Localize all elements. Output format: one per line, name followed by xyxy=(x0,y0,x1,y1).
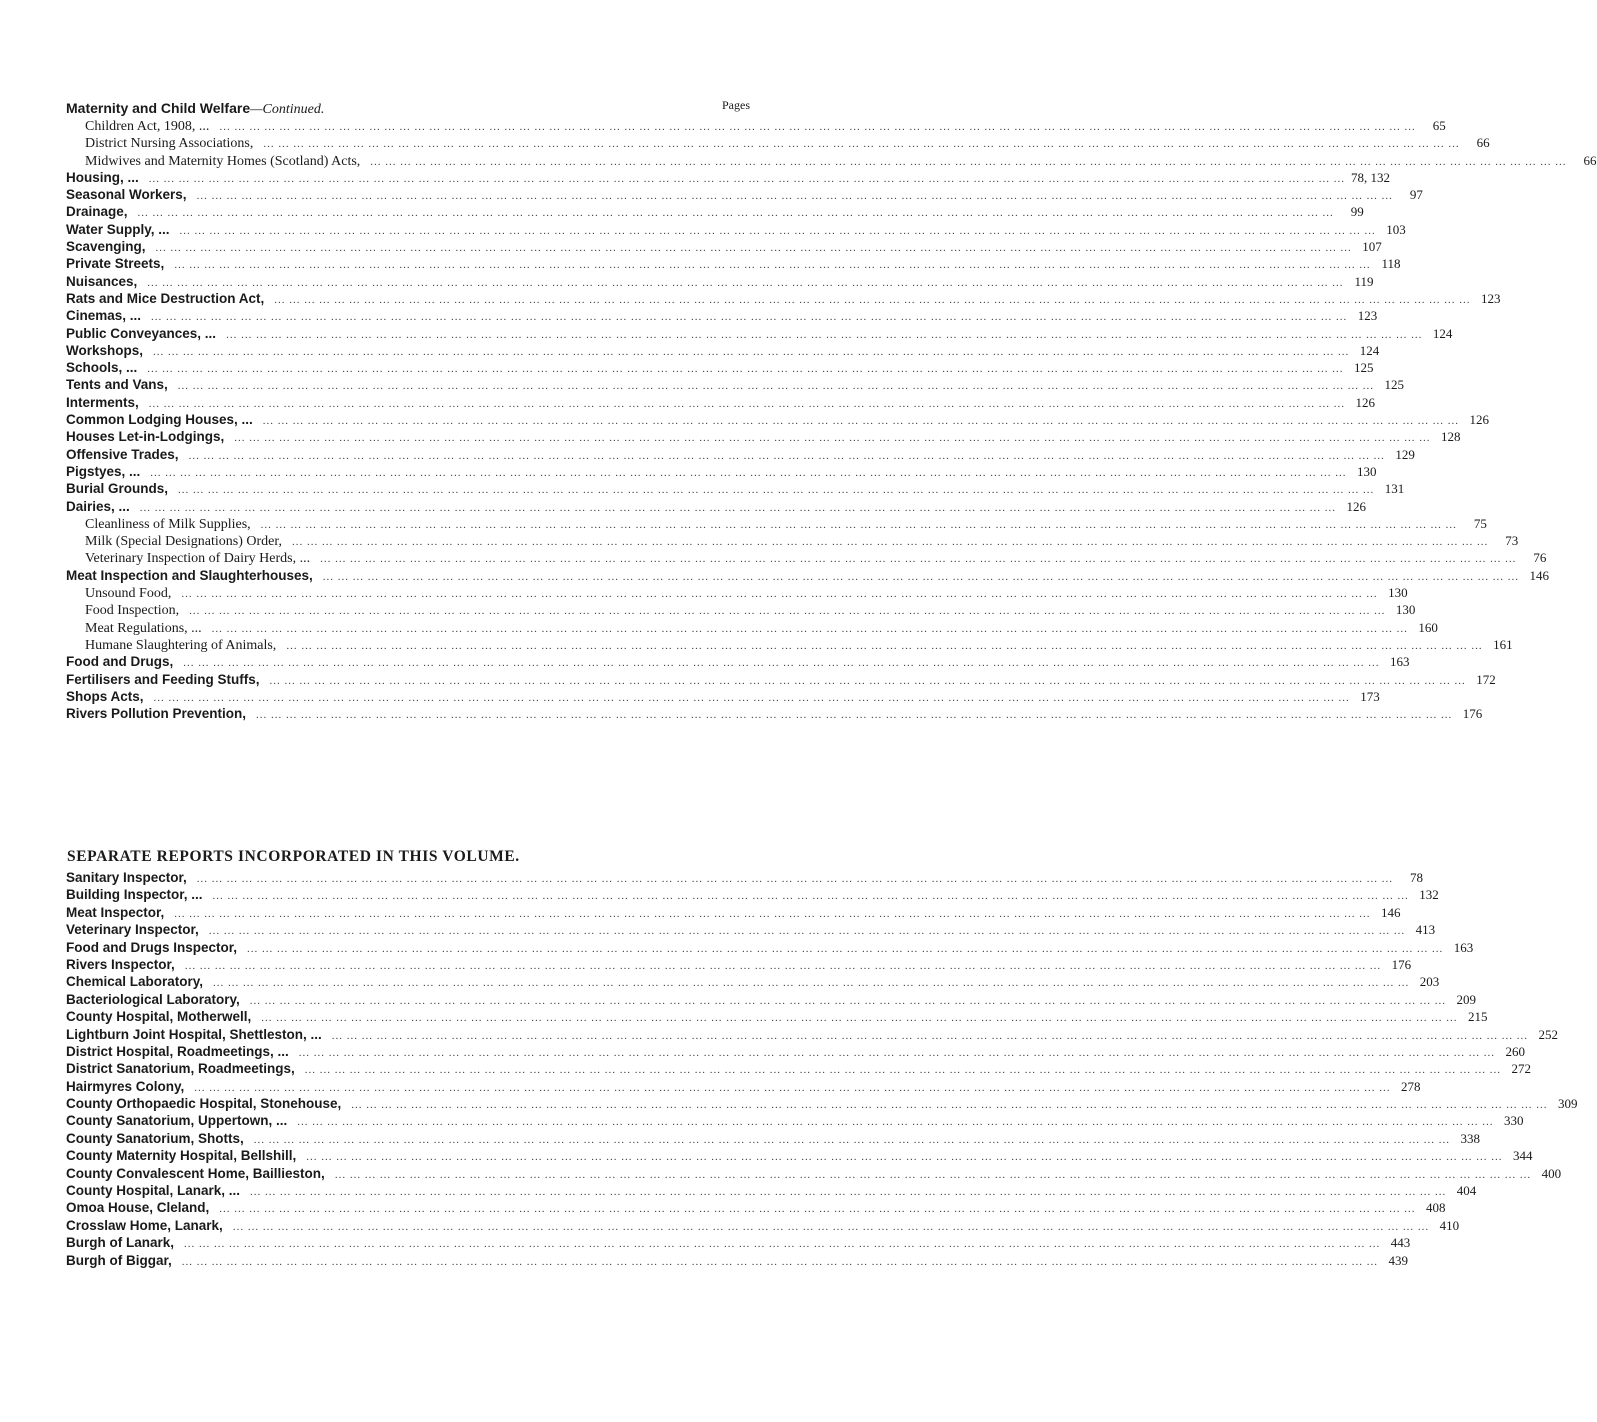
dot-leader: ... ... ... ... ... ... ... ... ... ... ... ... ... ... ... ... ... ... ... ... ... ... ... ... ... ... ... ... ... ... ... ... ... ... ... ... ... ... ... ... ... ... ... ... ... ... ... ... ... ... ... ... ... ... ... ... ... ... ... ... ... ... ... ... ... ... ... ... ... ... ... ... ... ... ... ... ... ... ... ... xyxy=(208,925,1406,938)
entry-label: Burgh of Lanark, xyxy=(66,1235,175,1251)
dot-leader: ... ... ... ... ... ... ... ... ... ... ... ... ... ... ... ... ... ... ... ... ... ... ... ... ... ... ... ... ... ... ... ... ... ... ... ... ... ... ... ... ... ... ... ... ... ... ... ... ... ... ... ... ... ... ... ... ... ... ... ... ... ... ... ... ... ... ... ... ... ... ... ... ... ... ... ... ... ... ... ... xyxy=(184,1238,1381,1251)
entry-page-number: 209 xyxy=(1456,991,1477,1007)
entry-page-number: 123 xyxy=(1357,308,1378,324)
entry-page-number: 97 xyxy=(1409,187,1423,203)
dot-leader: ... ... ... ... ... ... ... ... ... ... ... ... ... ... ... ... ... ... ... ... ... ... ... ... ... ... ... ... ... ... ... ... ... ... ... ... ... ... ... ... ... ... ... ... ... ... ... ... ... ... ... ... ... ... ... ... ... ... ... ... ... ... ... ... ... ... ... ... ... ... ... ... ... ... ... ... ... ... ... ... xyxy=(334,1168,1532,1181)
dot-leader: ... ... ... ... ... ... ... ... ... ... ... ... ... ... ... ... ... ... ... ... ... ... ... ... ... ... ... ... ... ... ... ... ... ... ... ... ... ... ... ... ... ... ... ... ... ... ... ... ... ... ... ... ... ... ... ... ... ... ... ... ... ... ... ... ... ... ... ... ... ... ... ... ... ... ... ... ... ... ... ... xyxy=(194,1081,1391,1094)
entry-page-number: 163 xyxy=(1390,654,1410,670)
index-entry xyxy=(66,939,1474,956)
index-entry xyxy=(66,203,1364,220)
dot-leader: ... ... ... ... ... ... ... ... ... ... ... ... ... ... ... ... ... ... ... ... ... ... ... ... ... ... ... ... ... ... ... ... ... ... ... ... ... ... ... ... ... ... ... ... ... ... ... ... ... ... ... ... ... ... ... ... ... ... ... ... ... ... ... ... ... ... ... ... ... ... ... ... ... ... ... ... ... ... ... ... xyxy=(226,328,1423,341)
entry-label: Schools, ... xyxy=(66,360,138,376)
entry-label: County Hospital, Motherwell, xyxy=(66,1009,252,1025)
entry-page-number: 176 xyxy=(1462,706,1483,722)
index-entry xyxy=(66,869,1424,886)
entry-label: Workshops, xyxy=(66,342,144,358)
dot-leader: ... ... ... ... ... ... ... ... ... ... ... ... ... ... ... ... ... ... ... ... ... ... ... ... ... ... ... ... ... ... ... ... ... ... ... ... ... ... ... ... ... ... ... ... ... ... ... ... ... ... ... ... ... ... ... ... ... ... ... ... ... ... ... ... ... ... ... ... ... ... ... ... ... ... ... ... ... ... ... ... xyxy=(184,959,1382,972)
dot-leader: ... ... ... ... ... ... ... ... ... ... ... ... ... ... ... ... ... ... ... ... ... ... ... ... ... ... ... ... ... ... ... ... ... ... ... ... ... ... ... ... ... ... ... ... ... ... ... ... ... ... ... ... ... ... ... ... ... ... ... ... ... ... ... ... ... ... ... ... ... ... ... ... ... ... ... ... ... ... ... ... xyxy=(213,977,1410,990)
entry-label: Milk (Special Designations) Order, xyxy=(85,534,282,550)
index-entry xyxy=(66,1112,1524,1129)
dot-leader: ... ... ... ... ... ... ... ... ... ... ... ... ... ... ... ... ... ... ... ... ... ... ... ... ... ... ... ... ... ... ... ... ... ... ... ... ... ... ... ... ... ... ... ... ... ... ... ... ... ... ... ... ... ... ... ... ... ... ... ... ... ... ... ... ... ... ... ... ... ... ... ... ... ... ... ... ... ... ... ... xyxy=(250,1186,1447,1199)
dot-leader: ... ... ... ... ... ... ... ... ... ... ... ... ... ... ... ... ... ... ... ... ... ... ... ... ... ... ... ... ... ... ... ... ... ... ... ... ... ... ... ... ... ... ... ... ... ... ... ... ... ... ... ... ... ... ... ... ... ... ... ... ... ... ... ... ... ... ... ... ... ... ... ... ... ... ... ... ... ... ... ... xyxy=(196,190,1393,203)
index-entry xyxy=(66,1026,1558,1043)
dot-leader: ... ... ... ... ... ... ... ... ... ... ... ... ... ... ... ... ... ... ... ... ... ... ... ... ... ... ... ... ... ... ... ... ... ... ... ... ... ... ... ... ... ... ... ... ... ... ... ... ... ... ... ... ... ... ... ... ... ... ... ... ... ... ... ... ... ... ... ... ... ... ... ... ... ... ... ... ... ... ... ... xyxy=(234,432,1431,445)
entry-page-number: 161 xyxy=(1493,636,1513,652)
dot-leader: ... ... ... ... ... ... ... ... ... ... ... ... ... ... ... ... ... ... ... ... ... ... ... ... ... ... ... ... ... ... ... ... ... ... ... ... ... ... ... ... ... ... ... ... ... ... ... ... ... ... ... ... ... ... ... ... ... ... ... ... ... ... ... ... ... ... ... ... ... ... ... ... ... ... ... ... ... ... ... ... xyxy=(286,639,1483,652)
entry-page-number: 272 xyxy=(1511,1061,1532,1077)
entry-page-number: 130 xyxy=(1357,463,1377,479)
index-entry xyxy=(66,636,1513,653)
dot-leader: ... ... ... ... ... ... ... ... ... ... ... ... ... ... ... ... ... ... ... ... ... ... ... ... ... ... ... ... ... ... ... ... ... ... ... ... ... ... ... ... ... ... ... ... ... ... ... ... ... ... ... ... ... ... ... ... ... ... ... ... ... ... ... ... ... ... ... ... ... ... ... ... ... ... ... ... ... ... ... ... xyxy=(306,1151,1503,1164)
entry-page-number: 404 xyxy=(1456,1183,1477,1199)
index-entry xyxy=(66,567,1550,584)
entry-label: County Maternity Hospital, Bellshill, xyxy=(66,1148,297,1164)
entry-label: Burgh of Biggar, xyxy=(66,1252,172,1268)
entry-label: Meat Regulations, ... xyxy=(85,620,202,636)
index-entry xyxy=(66,1217,1460,1234)
entry-label: Water Supply, ... xyxy=(66,221,170,237)
entry-page-number: 119 xyxy=(1354,273,1374,289)
dot-leader: ... ... ... ... ... ... ... ... ... ... ... ... ... ... ... ... ... ... ... ... ... ... ... ... ... ... ... ... ... ... ... ... ... ... ... ... ... ... ... ... ... ... ... ... ... ... ... ... ... ... ... ... ... ... ... ... ... ... ... ... ... ... ... ... ... ... ... ... ... ... ... ... ... ... ... ... ... ... ... ... xyxy=(260,518,1457,531)
entry-label: Children Act, 1908, ... xyxy=(85,119,210,134)
entry-label: County Convalescent Home, Baillieston, xyxy=(66,1165,325,1181)
entry-page-number: 131 xyxy=(1384,481,1405,497)
entry-label: Humane Slaughtering of Animals, xyxy=(85,637,277,653)
dot-leader: ... ... ... ... ... ... ... ... ... ... ... ... ... ... ... ... ... ... ... ... ... ... ... ... ... ... ... ... ... ... ... ... ... ... ... ... ... ... ... ... ... ... ... ... ... ... ... ... ... ... ... ... ... ... ... ... ... ... ... ... ... ... ... ... ... ... ... ... ... ... ... ... ... ... ... ... ... ... ... ... xyxy=(179,224,1376,237)
dot-leader: ... ... ... ... ... ... ... ... ... ... ... ... ... ... ... ... ... ... ... ... ... ... ... ... ... ... ... ... ... ... ... ... ... ... ... ... ... ... ... ... ... ... ... ... ... ... ... ... ... ... ... ... ... ... ... ... ... ... ... ... ... ... ... ... ... ... ... ... ... ... ... ... ... ... ... ... ... ... ... ... xyxy=(322,570,1520,583)
dot-leader: ... ... ... ... ... ... ... ... ... ... ... ... ... ... ... ... ... ... ... ... ... ... ... ... ... ... ... ... ... ... ... ... ... ... ... ... ... ... ... ... ... ... ... ... ... ... ... ... ... ... ... ... ... ... ... ... ... ... ... ... ... ... ... ... ... ... ... ... ... ... ... ... ... ... ... ... ... ... ... ... xyxy=(174,259,1371,272)
entry-page-number: 215 xyxy=(1468,1009,1488,1025)
entry-page-number: 130 xyxy=(1395,602,1416,618)
entry-label: Rats and Mice Destruction Act, xyxy=(66,290,265,306)
index-entry xyxy=(66,428,1461,445)
entry-page-number: 252 xyxy=(1538,1026,1558,1042)
reports-list xyxy=(66,869,1578,1269)
dot-leader: ... ... ... ... ... ... ... ... ... ... ... ... ... ... ... ... ... ... ... ... ... ... ... ... ... ... ... ... ... ... ... ... ... ... ... ... ... ... ... ... ... ... ... ... ... ... ... ... ... ... ... ... ... ... ... ... ... ... ... ... ... ... ... ... ... ... ... ... ... ... ... ... ... ... ... ... ... ... ... ... xyxy=(148,397,1346,410)
entry-label: District Nursing Associations, xyxy=(85,136,254,152)
dot-leader: ... ... ... ... ... ... ... ... ... ... ... ... ... ... ... ... ... ... ... ... ... ... ... ... ... ... ... ... ... ... ... ... ... ... ... ... ... ... ... ... ... ... ... ... ... ... ... ... ... ... ... ... ... ... ... ... ... ... ... ... ... ... ... ... ... ... ... ... ... ... ... ... ... ... ... ... ... ... ... ... xyxy=(155,242,1352,255)
index-entry xyxy=(66,134,1490,152)
index-entry xyxy=(66,705,1483,722)
entry-label: Omoa House, Cleland, xyxy=(66,1200,210,1216)
entry-page-number: 400 xyxy=(1541,1165,1562,1181)
pages-column-label: Pages xyxy=(722,98,750,112)
dot-leader: ... ... ... ... ... ... ... ... ... ... ... ... ... ... ... ... ... ... ... ... ... ... ... ... ... ... ... ... ... ... ... ... ... ... ... ... ... ... ... ... ... ... ... ... ... ... ... ... ... ... ... ... ... ... ... ... ... ... ... ... ... ... ... ... ... ... ... ... ... ... ... ... ... ... ... ... ... ... ... ... xyxy=(147,363,1344,376)
index-entry xyxy=(66,290,1501,307)
dot-leader: ... ... ... ... ... ... ... ... ... ... ... ... ... ... ... ... ... ... ... ... ... ... ... ... ... ... ... ... ... ... ... ... ... ... ... ... ... ... ... ... ... ... ... ... ... ... ... ... ... ... ... ... ... ... ... ... ... ... ... ... ... ... ... ... ... ... ... ... ... ... ... ... ... ... ... ... ... ... ... ... xyxy=(137,207,1334,220)
entry-page-number: 76 xyxy=(1533,550,1547,566)
dot-leader: ... ... ... ... ... ... ... ... ... ... ... ... ... ... ... ... ... ... ... ... ... ... ... ... ... ... ... ... ... ... ... ... ... ... ... ... ... ... ... ... ... ... ... ... ... ... ... ... ... ... ... ... ... ... ... ... ... ... ... ... ... ... ... ... ... ... ... ... ... ... ... ... ... ... ... ... ... ... ... ... xyxy=(370,155,1567,168)
entry-label: Bacteriological Laboratory, xyxy=(66,991,240,1007)
index-entry xyxy=(66,532,1519,550)
entry-label: Lightburn Joint Hospital, Shettleston, ... xyxy=(66,1026,322,1042)
index-entry xyxy=(66,601,1416,619)
entry-page-number: 443 xyxy=(1390,1235,1411,1251)
dot-leader: ... ... ... ... ... ... ... ... ... ... ... ... ... ... ... ... ... ... ... ... ... ... ... ... ... ... ... ... ... ... ... ... ... ... ... ... ... ... ... ... ... ... ... ... ... ... ... ... ... ... ... ... ... ... ... ... ... ... ... ... ... ... ... ... ... ... ... ... ... ... ... ... ... ... ... ... ... ... ... ... xyxy=(253,1133,1451,1146)
index-entry xyxy=(66,1252,1408,1269)
entry-label: Veterinary Inspection of Dairy Herds, ... xyxy=(85,551,311,567)
dot-leader: ... ... ... ... ... ... ... ... ... ... ... ... ... ... ... ... ... ... ... ... ... ... ... ... ... ... ... ... ... ... ... ... ... ... ... ... ... ... ... ... ... ... ... ... ... ... ... ... ... ... ... ... ... ... ... ... ... ... ... ... ... ... ... ... ... ... ... ... ... ... ... ... ... ... ... ... ... ... ... ... xyxy=(181,588,1378,601)
dot-leader: ... ... ... ... ... ... ... ... ... ... ... ... ... ... ... ... ... ... ... ... ... ... ... ... ... ... ... ... ... ... ... ... ... ... ... ... ... ... ... ... ... ... ... ... ... ... ... ... ... ... ... ... ... ... ... ... ... ... ... ... ... ... ... ... ... ... ... ... ... ... ... ... ... ... ... ... ... ... ... ... xyxy=(261,1012,1458,1025)
entry-page-number: 338 xyxy=(1460,1130,1481,1146)
entry-label: Unsound Food, xyxy=(85,586,172,602)
section-header xyxy=(66,100,750,117)
dot-leader: ... ... ... ... ... ... ... ... ... ... ... ... ... ... ... ... ... ... ... ... ... ... ... ... ... ... ... ... ... ... ... ... ... ... ... ... ... ... ... ... ... ... ... ... ... ... ... ... ... ... ... ... ... ... ... ... ... ... ... ... ... ... ... ... ... ... ... ... ... ... ... ... ... ... ... ... ... ... ... ... xyxy=(212,890,1409,903)
entry-label: Cinemas, ... xyxy=(66,308,142,324)
dot-leader: ... ... ... ... ... ... ... ... ... ... ... ... ... ... ... ... ... ... ... ... ... ... ... ... ... ... ... ... ... ... ... ... ... ... ... ... ... ... ... ... ... ... ... ... ... ... ... ... ... ... ... ... ... ... ... ... ... ... ... ... ... ... ... ... ... ... ... ... ... ... ... ... ... ... ... ... ... ... ... ... xyxy=(269,674,1466,687)
index-entry xyxy=(66,169,1390,186)
entry-page-number: 203 xyxy=(1419,974,1440,990)
entry-page-number: 75 xyxy=(1473,515,1487,531)
index-entry xyxy=(66,1043,1526,1060)
entry-label: Food Inspection, xyxy=(85,603,180,619)
index-entry xyxy=(66,1234,1411,1251)
entry-label: Pigstyes, ... xyxy=(66,463,141,479)
index-entry xyxy=(66,991,1477,1008)
index-entry xyxy=(66,584,1408,602)
index-entry xyxy=(66,152,1597,169)
index-entry xyxy=(66,238,1382,255)
entry-label: Crosslaw Home, Lanark, xyxy=(66,1217,223,1233)
entry-label: Shops Acts, xyxy=(66,688,144,704)
dot-leader: ... ... ... ... ... ... ... ... ... ... ... ... ... ... ... ... ... ... ... ... ... ... ... ... ... ... ... ... ... ... ... ... ... ... ... ... ... ... ... ... ... ... ... ... ... ... ... ... ... ... ... ... ... ... ... ... ... ... ... ... ... ... ... ... ... ... ... ... ... ... ... ... ... ... ... ... ... ... ... ... xyxy=(249,994,1447,1007)
entry-page-number: 126 xyxy=(1469,412,1489,428)
dot-leader: ... ... ... ... ... ... ... ... ... ... ... ... ... ... ... ... ... ... ... ... ... ... ... ... ... ... ... ... ... ... ... ... ... ... ... ... ... ... ... ... ... ... ... ... ... ... ... ... ... ... ... ... ... ... ... ... ... ... ... ... ... ... ... ... ... ... ... ... ... ... ... ... ... ... ... ... ... ... ... ... xyxy=(219,121,1416,133)
entry-label: County Sanatorium, Uppertown, ... xyxy=(66,1113,288,1129)
index-entry xyxy=(66,1165,1562,1182)
dot-leader: ... ... ... ... ... ... ... ... ... ... ... ... ... ... ... ... ... ... ... ... ... ... ... ... ... ... ... ... ... ... ... ... ... ... ... ... ... ... ... ... ... ... ... ... ... ... ... ... ... ... ... ... ... ... ... ... ... ... ... ... ... ... ... ... ... ... ... ... ... ... ... ... ... ... ... ... ... ... ... ... xyxy=(263,138,1460,151)
continued-label: —Continued. xyxy=(250,102,325,117)
entry-label: Sanitary Inspector, xyxy=(66,870,187,885)
entry-label: Midwives and Maternity Homes (Scotland) Acts, xyxy=(85,153,361,169)
dot-leader: ... ... ... ... ... ... ... ... ... ... ... ... ... ... ... ... ... ... ... ... ... ... ... ... ... ... ... ... ... ... ... ... ... ... ... ... ... ... ... ... ... ... ... ... ... ... ... ... ... ... ... ... ... ... ... ... ... ... ... ... ... ... ... ... ... ... ... ... ... ... ... ... ... ... ... ... ... ... ... ... xyxy=(196,873,1394,885)
entry-label: County Orthopaedic Hospital, Stonehouse, xyxy=(66,1096,342,1112)
index-entry xyxy=(66,359,1374,376)
entry-label: County Hospital, Lanark, ... xyxy=(66,1183,241,1199)
entry-page-number: 78 xyxy=(1410,870,1424,885)
dot-leader: ... ... ... ... ... ... ... ... ... ... ... ... ... ... ... ... ... ... ... ... ... ... ... ... ... ... ... ... ... ... ... ... ... ... ... ... ... ... ... ... ... ... ... ... ... ... ... ... ... ... ... ... ... ... ... ... ... ... ... ... ... ... ... ... ... ... ... ... ... ... ... ... ... ... ... ... ... ... ... ... xyxy=(181,1255,1378,1268)
index-entry xyxy=(66,1147,1533,1164)
entry-label: Fertilisers and Feeding Stuffs, xyxy=(66,671,260,687)
index-entry xyxy=(66,1130,1481,1147)
index-entry xyxy=(66,688,1380,705)
dot-leader: ... ... ... ... ... ... ... ... ... ... ... ... ... ... ... ... ... ... ... ... ... ... ... ... ... ... ... ... ... ... ... ... ... ... ... ... ... ... ... ... ... ... ... ... ... ... ... ... ... ... ... ... ... ... ... ... ... ... ... ... ... ... ... ... ... ... ... ... ... ... ... ... ... ... ... ... ... ... ... ... xyxy=(147,276,1344,289)
contents-list xyxy=(66,117,1597,722)
entry-page-number: 344 xyxy=(1513,1148,1533,1164)
entry-label: Meat Inspection and Slaughterhouses, xyxy=(66,567,313,583)
index-entry xyxy=(66,255,1401,272)
entry-page-number: 125 xyxy=(1354,360,1374,376)
entry-label: Food and Drugs Inspector, xyxy=(66,939,238,955)
entry-page-number: 130 xyxy=(1388,585,1408,601)
index-entry xyxy=(66,221,1406,238)
entry-page-number: 99 xyxy=(1350,204,1364,220)
entry-page-number: 309 xyxy=(1558,1096,1578,1112)
dot-leader: ... ... ... ... ... ... ... ... ... ... ... ... ... ... ... ... ... ... ... ... ... ... ... ... ... ... ... ... ... ... ... ... ... ... ... ... ... ... ... ... ... ... ... ... ... ... ... ... ... ... ... ... ... ... ... ... ... ... ... ... ... ... ... ... ... ... ... ... ... ... ... ... ... ... ... ... ... ... ... ... xyxy=(232,1220,1430,1233)
entry-label: Public Conveyances, ... xyxy=(66,325,217,341)
entry-page-number: 408 xyxy=(1426,1200,1446,1216)
index-entry xyxy=(66,376,1405,393)
entry-page-number: 78, 132 xyxy=(1351,169,1390,185)
entry-label: Drainage, xyxy=(66,204,128,220)
dot-leader: ... ... ... ... ... ... ... ... ... ... ... ... ... ... ... ... ... ... ... ... ... ... ... ... ... ... ... ... ... ... ... ... ... ... ... ... ... ... ... ... ... ... ... ... ... ... ... ... ... ... ... ... ... ... ... ... ... ... ... ... ... ... ... ... ... ... ... ... ... ... ... ... ... ... ... ... ... ... ... ... xyxy=(148,172,1345,185)
dot-leader: ... ... ... ... ... ... ... ... ... ... ... ... ... ... ... ... ... ... ... ... ... ... ... ... ... ... ... ... ... ... ... ... ... ... ... ... ... ... ... ... ... ... ... ... ... ... ... ... ... ... ... ... ... ... ... ... ... ... ... ... ... ... ... ... ... ... ... ... ... ... ... ... ... ... ... ... ... ... ... ... xyxy=(256,709,1453,722)
index-entry xyxy=(66,653,1410,670)
entry-label: Hairmyres Colony, xyxy=(66,1078,185,1094)
entry-page-number: 66 xyxy=(1583,152,1597,168)
dot-leader: ... ... ... ... ... ... ... ... ... ... ... ... ... ... ... ... ... ... ... ... ... ... ... ... ... ... ... ... ... ... ... ... ... ... ... ... ... ... ... ... ... ... ... ... ... ... ... ... ... ... ... ... ... ... ... ... ... ... ... ... ... ... ... ... ... ... ... ... ... ... ... ... ... ... ... ... ... ... ... ... xyxy=(351,1099,1548,1112)
entry-label: Seasonal Workers, xyxy=(66,187,187,203)
entry-page-number: 118 xyxy=(1381,256,1401,272)
dot-leader: ... ... ... ... ... ... ... ... ... ... ... ... ... ... ... ... ... ... ... ... ... ... ... ... ... ... ... ... ... ... ... ... ... ... ... ... ... ... ... ... ... ... ... ... ... ... ... ... ... ... ... ... ... ... ... ... ... ... ... ... ... ... ... ... ... ... ... ... ... ... ... ... ... ... ... ... ... ... ... ... xyxy=(219,1203,1416,1216)
index-entry xyxy=(66,549,1547,567)
entry-label: Scavenging, xyxy=(66,239,146,255)
entry-label: Dairies, ... xyxy=(66,498,130,514)
entry-page-number: 107 xyxy=(1362,239,1382,255)
entry-page-number: 128 xyxy=(1441,429,1461,445)
index-entry xyxy=(66,1095,1578,1112)
index-entry xyxy=(66,307,1378,324)
entry-label: Interments, xyxy=(66,394,139,410)
index-entry xyxy=(66,921,1436,938)
dot-leader: ... ... ... ... ... ... ... ... ... ... ... ... ... ... ... ... ... ... ... ... ... ... ... ... ... ... ... ... ... ... ... ... ... ... ... ... ... ... ... ... ... ... ... ... ... ... ... ... ... ... ... ... ... ... ... ... ... ... ... ... ... ... ... ... ... ... ... ... ... ... ... ... ... ... ... ... ... ... ... ... xyxy=(304,1064,1502,1077)
entry-page-number: 129 xyxy=(1395,446,1415,462)
entry-page-number: 146 xyxy=(1529,567,1550,583)
entry-page-number: 124 xyxy=(1432,325,1453,341)
entry-page-number: 278 xyxy=(1401,1078,1421,1094)
entry-label: Offensive Trades, xyxy=(66,446,179,462)
entry-label: Rivers Inspector, xyxy=(66,956,175,972)
entry-page-number: 413 xyxy=(1415,922,1436,938)
entry-page-number: 124 xyxy=(1359,342,1380,358)
index-entry xyxy=(66,394,1376,411)
index-entry xyxy=(66,956,1412,973)
dot-leader: ... ... ... ... ... ... ... ... ... ... ... ... ... ... ... ... ... ... ... ... ... ... ... ... ... ... ... ... ... ... ... ... ... ... ... ... ... ... ... ... ... ... ... ... ... ... ... ... ... ... ... ... ... ... ... ... ... ... ... ... ... ... ... ... ... ... ... ... ... ... ... ... ... ... ... ... ... ... ... ... xyxy=(151,311,1348,324)
entry-page-number: 260 xyxy=(1505,1043,1526,1059)
index-entry xyxy=(66,186,1423,203)
dot-leader: ... ... ... ... ... ... ... ... ... ... ... ... ... ... ... ... ... ... ... ... ... ... ... ... ... ... ... ... ... ... ... ... ... ... ... ... ... ... ... ... ... ... ... ... ... ... ... ... ... ... ... ... ... ... ... ... ... ... ... ... ... ... ... ... ... ... ... ... ... ... ... ... ... ... ... ... ... ... ... ... xyxy=(177,380,1375,393)
dot-leader: ... ... ... ... ... ... ... ... ... ... ... ... ... ... ... ... ... ... ... ... ... ... ... ... ... ... ... ... ... ... ... ... ... ... ... ... ... ... ... ... ... ... ... ... ... ... ... ... ... ... ... ... ... ... ... ... ... ... ... ... ... ... ... ... ... ... ... ... ... ... ... ... ... ... ... ... ... ... ... ... xyxy=(297,1116,1494,1129)
dot-leader: ... ... ... ... ... ... ... ... ... ... ... ... ... ... ... ... ... ... ... ... ... ... ... ... ... ... ... ... ... ... ... ... ... ... ... ... ... ... ... ... ... ... ... ... ... ... ... ... ... ... ... ... ... ... ... ... ... ... ... ... ... ... ... ... ... ... ... ... ... ... ... ... ... ... ... ... ... ... ... ... xyxy=(211,622,1408,635)
dot-leader: ... ... ... ... ... ... ... ... ... ... ... ... ... ... ... ... ... ... ... ... ... ... ... ... ... ... ... ... ... ... ... ... ... ... ... ... ... ... ... ... ... ... ... ... ... ... ... ... ... ... ... ... ... ... ... ... ... ... ... ... ... ... ... ... ... ... ... ... ... ... ... ... ... ... ... ... ... ... ... ... xyxy=(298,1046,1496,1059)
index-entry xyxy=(66,1008,1488,1025)
contents-section xyxy=(66,98,1597,722)
section-title: Maternity and Child Welfare—Continued. xyxy=(66,100,325,117)
index-entry xyxy=(66,1199,1446,1216)
entry-page-number: 330 xyxy=(1504,1113,1524,1129)
entry-label: District Hospital, Roadmeetings, ... xyxy=(66,1043,289,1059)
dot-leader: ... ... ... ... ... ... ... ... ... ... ... ... ... ... ... ... ... ... ... ... ... ... ... ... ... ... ... ... ... ... ... ... ... ... ... ... ... ... ... ... ... ... ... ... ... ... ... ... ... ... ... ... ... ... ... ... ... ... ... ... ... ... ... ... ... ... ... ... ... ... ... ... ... ... ... ... ... ... ... ... xyxy=(189,605,1386,618)
index-entry xyxy=(66,1060,1532,1077)
dot-leader: ... ... ... ... ... ... ... ... ... ... ... ... ... ... ... ... ... ... ... ... ... ... ... ... ... ... ... ... ... ... ... ... ... ... ... ... ... ... ... ... ... ... ... ... ... ... ... ... ... ... ... ... ... ... ... ... ... ... ... ... ... ... ... ... ... ... ... ... ... ... ... ... ... ... ... ... ... ... ... ... xyxy=(178,484,1375,497)
dot-leader: ... ... ... ... ... ... ... ... ... ... ... ... ... ... ... ... ... ... ... ... ... ... ... ... ... ... ... ... ... ... ... ... ... ... ... ... ... ... ... ... ... ... ... ... ... ... ... ... ... ... ... ... ... ... ... ... ... ... ... ... ... ... ... ... ... ... ... ... ... ... ... ... ... ... ... ... ... ... ... ... xyxy=(331,1029,1528,1042)
entry-label: Burial Grounds, xyxy=(66,481,169,497)
entry-page-number: 132 xyxy=(1419,887,1439,903)
separate-reports-section xyxy=(66,847,1578,1269)
entry-label: Common Lodging Houses, ... xyxy=(66,412,253,428)
index-entry xyxy=(66,886,1439,903)
index-entry xyxy=(66,480,1405,497)
entry-page-number: 163 xyxy=(1453,939,1474,955)
dot-leader: ... ... ... ... ... ... ... ... ... ... ... ... ... ... ... ... ... ... ... ... ... ... ... ... ... ... ... ... ... ... ... ... ... ... ... ... ... ... ... ... ... ... ... ... ... ... ... ... ... ... ... ... ... ... ... ... ... ... ... ... ... ... ... ... ... ... ... ... ... ... ... ... ... ... ... ... ... ... ... ... xyxy=(183,657,1380,670)
index-entry xyxy=(66,1182,1477,1199)
dot-leader: ... ... ... ... ... ... ... ... ... ... ... ... ... ... ... ... ... ... ... ... ... ... ... ... ... ... ... ... ... ... ... ... ... ... ... ... ... ... ... ... ... ... ... ... ... ... ... ... ... ... ... ... ... ... ... ... ... ... ... ... ... ... ... ... ... ... ... ... ... ... ... ... ... ... ... ... ... ... ... ... xyxy=(262,415,1459,428)
entry-label: Rivers Pollution Prevention, xyxy=(66,706,247,722)
index-entry xyxy=(66,411,1489,428)
dot-leader: ... ... ... ... ... ... ... ... ... ... ... ... ... ... ... ... ... ... ... ... ... ... ... ... ... ... ... ... ... ... ... ... ... ... ... ... ... ... ... ... ... ... ... ... ... ... ... ... ... ... ... ... ... ... ... ... ... ... ... ... ... ... ... ... ... ... ... ... ... ... ... ... ... ... ... ... ... ... ... ... xyxy=(188,449,1385,462)
dot-leader: ... ... ... ... ... ... ... ... ... ... ... ... ... ... ... ... ... ... ... ... ... ... ... ... ... ... ... ... ... ... ... ... ... ... ... ... ... ... ... ... ... ... ... ... ... ... ... ... ... ... ... ... ... ... ... ... ... ... ... ... ... ... ... ... ... ... ... ... ... ... ... ... ... ... ... ... ... ... ... ... xyxy=(174,907,1371,920)
dot-leader: ... ... ... ... ... ... ... ... ... ... ... ... ... ... ... ... ... ... ... ... ... ... ... ... ... ... ... ... ... ... ... ... ... ... ... ... ... ... ... ... ... ... ... ... ... ... ... ... ... ... ... ... ... ... ... ... ... ... ... ... ... ... ... ... ... ... ... ... ... ... ... ... ... ... ... ... ... ... ... ... xyxy=(291,536,1489,549)
entry-label: Houses Let-in-Lodgings, xyxy=(66,429,225,445)
index-entry xyxy=(66,463,1377,480)
entry-page-number: 65 xyxy=(1432,118,1446,133)
entry-page-number: 73 xyxy=(1505,533,1519,549)
entry-label: Building Inspector, ... xyxy=(66,887,203,903)
dot-leader: ... ... ... ... ... ... ... ... ... ... ... ... ... ... ... ... ... ... ... ... ... ... ... ... ... ... ... ... ... ... ... ... ... ... ... ... ... ... ... ... ... ... ... ... ... ... ... ... ... ... ... ... ... ... ... ... ... ... ... ... ... ... ... ... ... ... ... ... ... ... ... ... ... ... ... ... ... ... ... ... xyxy=(153,345,1350,358)
dot-leader: ... ... ... ... ... ... ... ... ... ... ... ... ... ... ... ... ... ... ... ... ... ... ... ... ... ... ... ... ... ... ... ... ... ... ... ... ... ... ... ... ... ... ... ... ... ... ... ... ... ... ... ... ... ... ... ... ... ... ... ... ... ... ... ... ... ... ... ... ... ... ... ... ... ... ... ... ... ... ... ... xyxy=(150,466,1347,479)
dot-leader: ... ... ... ... ... ... ... ... ... ... ... ... ... ... ... ... ... ... ... ... ... ... ... ... ... ... ... ... ... ... ... ... ... ... ... ... ... ... ... ... ... ... ... ... ... ... ... ... ... ... ... ... ... ... ... ... ... ... ... ... ... ... ... ... ... ... ... ... ... ... ... ... ... ... ... ... ... ... ... ... xyxy=(153,691,1350,704)
entry-page-number: 126 xyxy=(1346,498,1367,514)
index-entry xyxy=(66,515,1487,532)
entry-page-number: 176 xyxy=(1391,956,1412,972)
entry-page-number: 146 xyxy=(1381,904,1401,920)
entry-page-number: 66 xyxy=(1476,135,1490,151)
entry-label: District Sanatorium, Roadmeetings, xyxy=(66,1061,295,1077)
index-entry xyxy=(66,671,1496,688)
index-entry xyxy=(66,1078,1421,1095)
entry-label: Chemical Laboratory, xyxy=(66,974,204,990)
entry-page-number: 125 xyxy=(1384,377,1405,393)
entry-page-number: 439 xyxy=(1388,1252,1408,1268)
entry-label: County Sanatorium, Shotts, xyxy=(66,1130,244,1146)
dot-leader: ... ... ... ... ... ... ... ... ... ... ... ... ... ... ... ... ... ... ... ... ... ... ... ... ... ... ... ... ... ... ... ... ... ... ... ... ... ... ... ... ... ... ... ... ... ... ... ... ... ... ... ... ... ... ... ... ... ... ... ... ... ... ... ... ... ... ... ... ... ... ... ... ... ... ... ... ... ... ... ... xyxy=(247,942,1444,955)
index-entry xyxy=(66,498,1367,515)
entry-label: Tents and Vans, xyxy=(66,377,168,393)
entry-page-number: 173 xyxy=(1360,688,1380,704)
separate-reports-title: SEPARATE REPORTS INCORPORATED IN THIS VOLUME. xyxy=(67,848,520,865)
dot-leader: ... ... ... ... ... ... ... ... ... ... ... ... ... ... ... ... ... ... ... ... ... ... ... ... ... ... ... ... ... ... ... ... ... ... ... ... ... ... ... ... ... ... ... ... ... ... ... ... ... ... ... ... ... ... ... ... ... ... ... ... ... ... ... ... ... ... ... ... ... ... ... ... ... ... ... ... ... ... ... ... xyxy=(274,293,1471,306)
entry-label: Meat Inspector, xyxy=(66,904,165,920)
index-entry xyxy=(66,904,1401,921)
entry-page-number: 160 xyxy=(1418,619,1438,635)
index-entry xyxy=(66,973,1440,990)
index-entry xyxy=(66,342,1380,359)
entry-label: Private Streets, xyxy=(66,256,165,272)
entry-page-number: 410 xyxy=(1439,1217,1460,1233)
dot-leader: ... ... ... ... ... ... ... ... ... ... ... ... ... ... ... ... ... ... ... ... ... ... ... ... ... ... ... ... ... ... ... ... ... ... ... ... ... ... ... ... ... ... ... ... ... ... ... ... ... ... ... ... ... ... ... ... ... ... ... ... ... ... ... ... ... ... ... ... ... ... ... ... ... ... ... ... ... ... ... ... xyxy=(320,553,1517,566)
index-entry xyxy=(66,619,1438,636)
dot-leader: ... ... ... ... ... ... ... ... ... ... ... ... ... ... ... ... ... ... ... ... ... ... ... ... ... ... ... ... ... ... ... ... ... ... ... ... ... ... ... ... ... ... ... ... ... ... ... ... ... ... ... ... ... ... ... ... ... ... ... ... ... ... ... ... ... ... ... ... ... ... ... ... ... ... ... ... ... ... ... ... xyxy=(139,501,1337,514)
entry-label: Cleanliness of Milk Supplies, xyxy=(85,516,251,532)
index-entry xyxy=(66,117,1446,134)
entry-page-number: 123 xyxy=(1481,290,1501,306)
entry-label: Housing, ... xyxy=(66,169,139,185)
index-entry xyxy=(66,325,1453,342)
index-entry xyxy=(66,273,1374,290)
entry-page-number: 103 xyxy=(1386,221,1406,237)
entry-label: Veterinary Inspector, xyxy=(66,922,199,938)
entry-page-number: 126 xyxy=(1355,394,1376,410)
index-entry xyxy=(66,446,1415,463)
entry-label: Food and Drugs, xyxy=(66,654,174,670)
entry-label: Nuisances, xyxy=(66,273,138,289)
entry-page-number: 172 xyxy=(1476,671,1496,687)
